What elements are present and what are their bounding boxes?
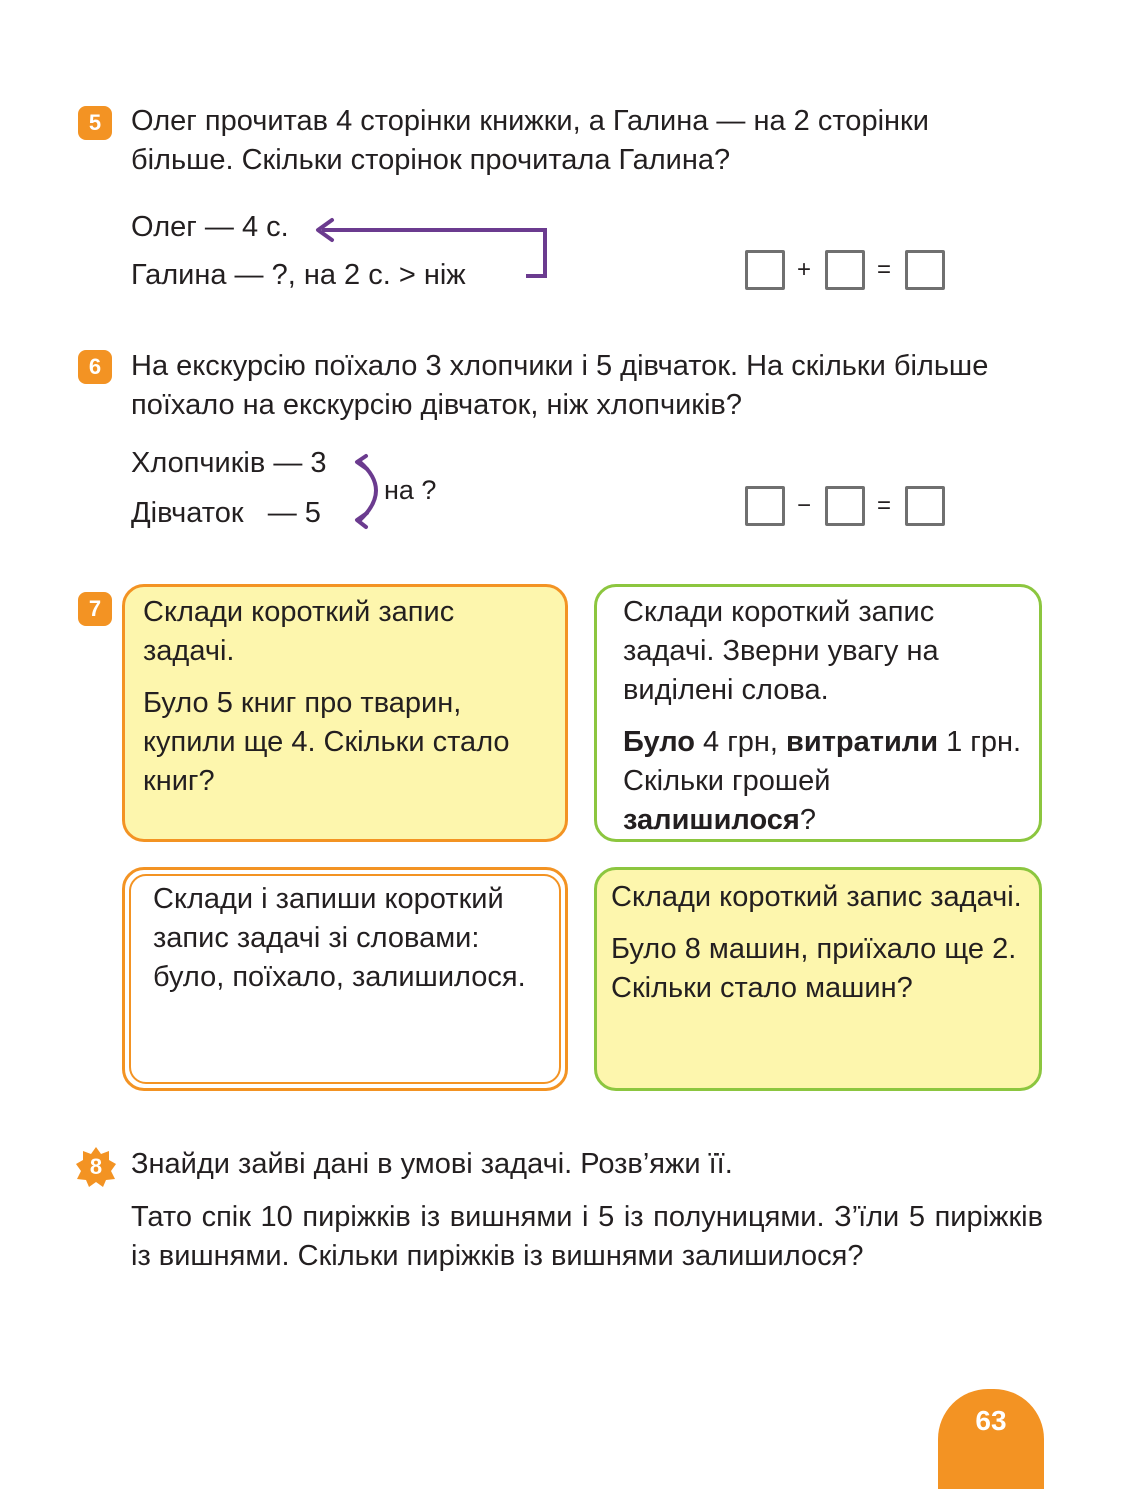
task-5-answer-box-1[interactable] [745,250,785,290]
task-6-note-line1: Хлопчиків — 3 [131,447,327,479]
task-6-note-line2: Дівчаток — 5 [131,497,321,529]
task-6-equals-sign: = [877,492,892,519]
task-5-bracket-arrow [300,210,560,290]
task-6-text-line2: поїхало на екскурсію дівчаток, ніж хлопчиків? [131,389,742,421]
task-6-answer-box-1[interactable] [745,486,785,526]
card-money-instruction: Склади короткий запис задачі. Зверни увагу на виділені слова. [623,596,939,706]
task-5-text-line1: Олег прочитав 4 сторінки книжки, а Галина — на 2 сторінки [131,105,929,137]
task-5-answer-box-2[interactable] [825,250,865,290]
task-6-bracket-label: на ? [384,475,437,505]
task-8-number: 8 [89,1154,103,1179]
task-6-answer-box-3[interactable] [905,486,945,526]
task-7-card-write [122,867,568,1091]
task-5-text-line2: більше. Скільки сторінок прочитала Галина? [131,144,731,176]
card-books-instruction: Склади короткий запис задачі. [143,596,455,667]
task-8-body: Тато спік 10 пиріжків із вишнями і 5 із полуницями. З’їли 5 пиріжків із вишнями. Скільки пиріжків із вишнями залишилося? [131,1201,1043,1272]
task-7-card-cars [594,867,1042,1091]
page-number: 63 [938,1389,1044,1489]
task-5-note-line2: Галина — ?, на 2 с. > ніж [131,259,466,291]
task-6-text-line1: На екскурсію поїхало 3 хлопчики і 5 дівчаток. На скільки більше [131,350,989,382]
card-cars-problem: Було 8 машин, приїхало ще 2. Скільки стало машин? [611,933,1017,1004]
task-6-answer-box-2[interactable] [825,486,865,526]
task-7-badge: 7 [78,592,112,626]
task-7-card-money [594,584,1042,842]
task-6-badge: 6 [78,350,112,384]
task-5-plus-sign: + [797,256,812,283]
task-5-answer-box-3[interactable] [905,250,945,290]
card-money-problem: Було 4 грн, витратили 1 грн. Скільки грошей залишилося? [623,726,1022,836]
task-5-note-line1: Олег — 4 с. [131,211,289,243]
task-7-card-books [122,584,568,842]
card-cars-instruction: Склади короткий запис задачі. [611,881,1022,913]
task-5-badge: 5 [78,106,112,140]
task-5-equals-sign: = [877,256,892,283]
card-books-problem: Було 5 книг про тварин, купили ще 4. Скільки стало книг? [143,687,510,797]
task-6-minus-sign: − [797,492,812,519]
card-write-instruction: Склади і запиши короткий запис задачі зі словами: було, поїхало, залишилося. [153,883,526,993]
task-8-title: Знайди зайві дані в умові задачі. Розв’яжи її. [131,1148,733,1180]
